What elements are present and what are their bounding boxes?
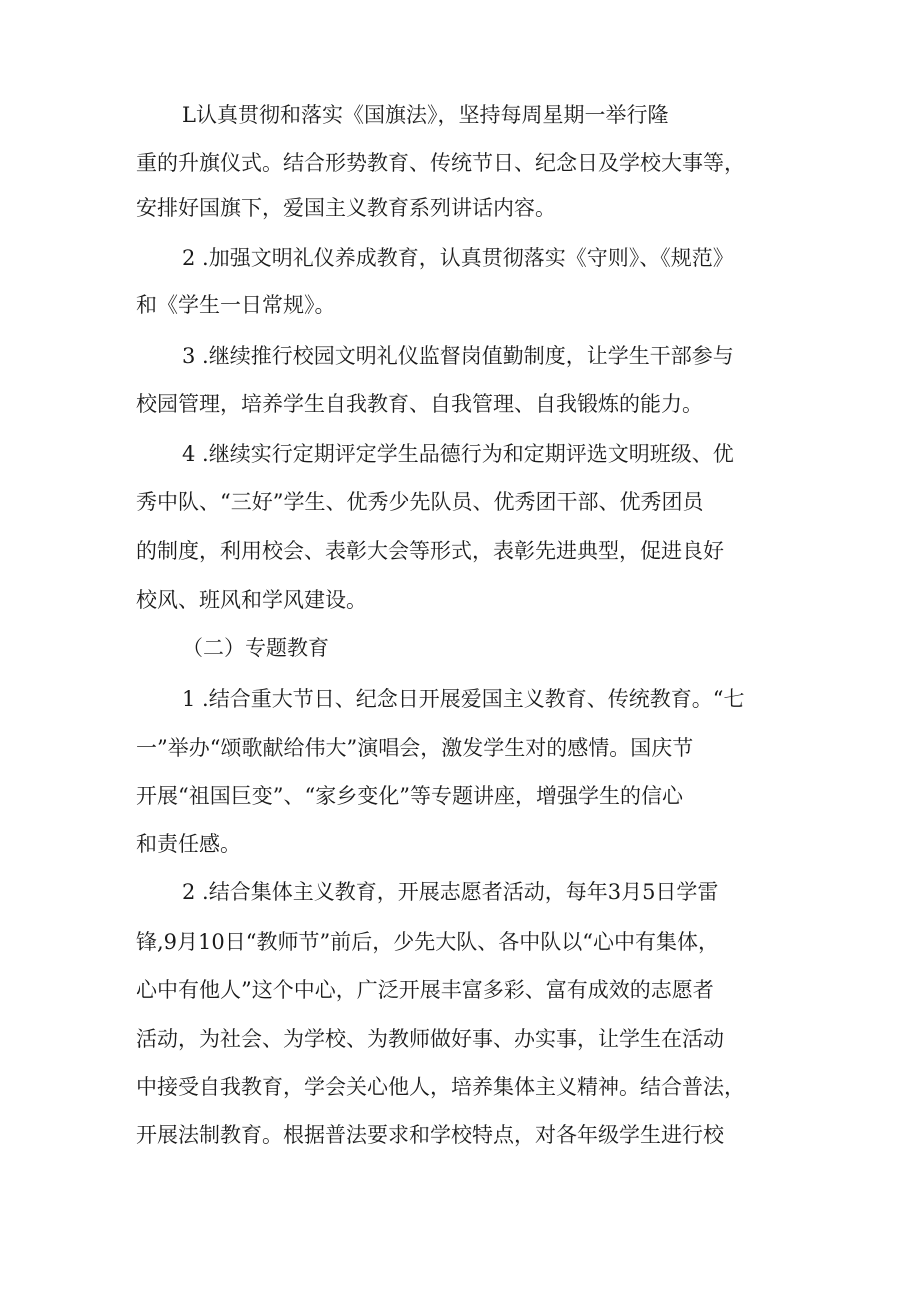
- text-line: 4 .继续实行定期评定学生品德行为和定期评选文明班级、优: [182, 442, 734, 466]
- text-line: 2 .结合集体主义教育，开展志愿者活动，每年3月5日学雷: [182, 880, 719, 904]
- text-line: 的制度，利用校会、表彰大会等形式，表彰先进典型，促进良好: [136, 539, 724, 563]
- text-line: 开展“祖国巨变”、“家乡变化”等专题讲座，增强学生的信心: [136, 784, 683, 808]
- text-line: 安排好国旗下，爱国主义教育系列讲话内容。: [136, 196, 556, 220]
- text-line: 心中有他人”这个中心，广泛开展丰富多彩、富有成效的志愿者: [136, 978, 714, 1002]
- text-line: 和《学生一日常规》。: [136, 293, 336, 317]
- text-line: 校园管理，培养学生自我教育、自我管理、自我锻炼的能力。: [136, 392, 703, 416]
- text-line: 活动，为社会、为学校、为教师做好事、办实事，让学生在活动: [136, 1027, 724, 1051]
- section-heading: （二）专题教育: [182, 636, 329, 660]
- text-line: 锋,9月10日“教师节”前后，少先大队、各中队以“心中有集体，: [136, 930, 719, 954]
- text-line: L认真贯彻和落实《国旗法》，坚持每周星期一举行隆: [182, 103, 669, 127]
- text-line: 1 .结合重大节日、纪念日开展爱国主义教育、传统教育。“七: [182, 687, 745, 711]
- text-line: 2 .加强文明礼仪养成教育，认真贯彻落实《守则》、《规范》: [182, 246, 734, 270]
- text-line: 重的升旗仪式。结合形势教育、传统节日、纪念日及学校大事等，: [136, 151, 745, 175]
- text-line: 一”举办“颂歌献给伟大”演唱会，激发学生对的感情。国庆节: [136, 736, 694, 760]
- text-line: 中接受自我教育，学会关心他人，培养集体主义精神。结合普法，: [136, 1075, 745, 1099]
- text-line: 和责任感。: [136, 832, 241, 856]
- text-line: 3 .继续推行校园文明礼仪监督岗值勤制度，让学生干部参与: [182, 344, 734, 368]
- text-line: 校风、班风和学风建设。: [136, 588, 367, 612]
- text-line: 秀中队、“三好”学生、优秀少先队员、优秀团干部、优秀团员: [136, 490, 704, 514]
- text-line: 开展法制教育。根据普法要求和学校特点，对各年级学生进行校: [136, 1123, 724, 1147]
